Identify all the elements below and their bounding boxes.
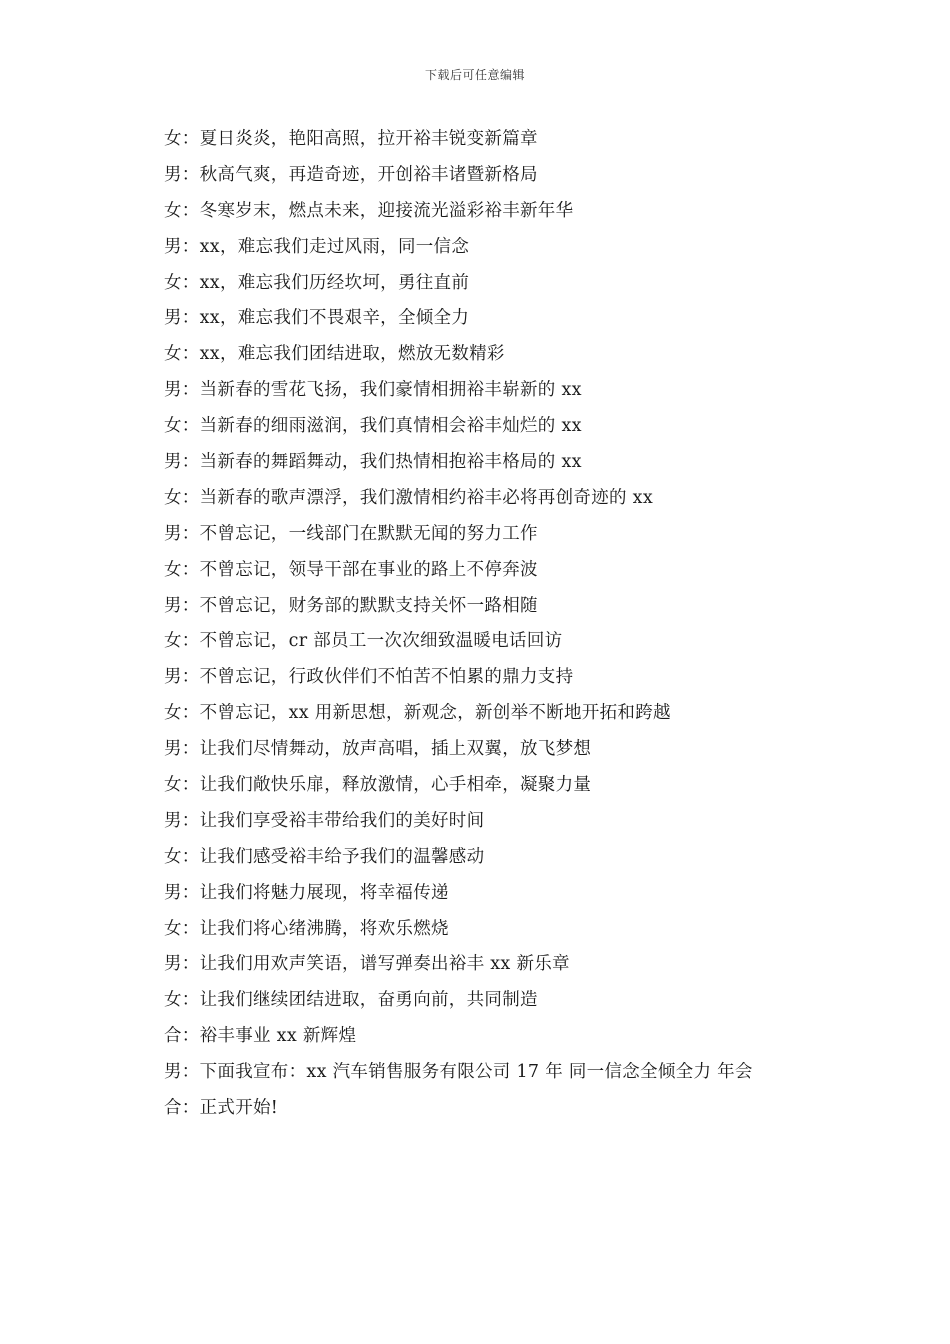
script-line: 男：秋高气爽，再造奇迹，开创裕丰诸暨新格局 bbox=[164, 164, 538, 185]
script-body bbox=[164, 122, 864, 1127]
script-line: 男：xx，难忘我们走过风雨，同一信念 bbox=[164, 236, 470, 257]
script-line: 女：不曾忘记，xx 用新思想，新观念，新创举不断地开拓和跨越 bbox=[164, 703, 671, 724]
script-line: 女：夏日炎炎，艳阳高照，拉开裕丰锐变新篇章 bbox=[164, 129, 538, 149]
page-header-note: 下载后可任意编辑 bbox=[424, 68, 525, 82]
script-line: 女：让我们继续团结进取，奋勇向前，共同制造 bbox=[164, 990, 538, 1011]
script-line: 男：xx，难忘我们不畏艰辛，全倾全力 bbox=[164, 308, 470, 329]
script-line: 男：不曾忘记，行政伙伴们不怕苦不怕累的鼎力支持 bbox=[164, 667, 574, 688]
script-line: 男：让我们享受裕丰带给我们的美好时间 bbox=[164, 810, 485, 831]
script-line: 女：xx，难忘我们历经坎坷，勇往直前 bbox=[164, 272, 470, 293]
script-line: 女：不曾忘记，领导干部在事业的路上不停奔波 bbox=[164, 559, 538, 580]
script-line: 男：不曾忘记，一线部门在默默无闻的努力工作 bbox=[164, 523, 538, 544]
script-line: 女：让我们将心绪沸腾，将欢乐燃烧 bbox=[164, 918, 449, 939]
script-line: 合：裕丰事业 xx 新辉煌 bbox=[164, 1026, 357, 1047]
script-line: 女：让我们敞快乐扉，释放激情，心手相牵，凝聚力量 bbox=[164, 775, 592, 796]
script-line: 男：让我们用欢声笑语，谱写弹奏出裕丰 xx 新乐章 bbox=[164, 954, 570, 975]
script-line: 男：让我们尽情舞动，放声高唱，插上双翼，放飞梦想 bbox=[164, 739, 592, 760]
script-line: 男：当新春的雪花飞扬，我们豪情相拥裕丰崭新的 xx bbox=[164, 380, 582, 401]
script-line: 男：让我们将魅力展现，将幸福传递 bbox=[164, 882, 449, 903]
script-line: 女：xx，难忘我们团结进取，燃放无数精彩 bbox=[164, 344, 505, 365]
script-line: 男：当新春的舞蹈舞动，我们热情相抱裕丰格局的 xx bbox=[164, 452, 582, 473]
script-line: 女：冬寒岁末，燃点未来，迎接流光溢彩裕丰新年华 bbox=[164, 200, 574, 221]
script-line: 女：当新春的细雨滋润，我们真情相会裕丰灿烂的 xx bbox=[164, 416, 582, 437]
script-line: 男：不曾忘记，财务部的默默支持关怀一路相随 bbox=[164, 595, 538, 616]
script-line: 合：正式开始! bbox=[164, 1098, 279, 1119]
script-line: 男：下面我宣布：xx 汽车销售服务有限公司 17 年 同一信念全倾全力 年会 bbox=[164, 1062, 753, 1083]
script-line: 女：当新春的歌声漂浮，我们激情相约裕丰必将再创奇迹的 xx bbox=[164, 487, 653, 508]
script-line: 女：让我们感受裕丰给予我们的温馨感动 bbox=[164, 846, 485, 867]
script-line: 女：不曾忘记，cr 部员工一次次细致温暖电话回访 bbox=[164, 631, 563, 652]
